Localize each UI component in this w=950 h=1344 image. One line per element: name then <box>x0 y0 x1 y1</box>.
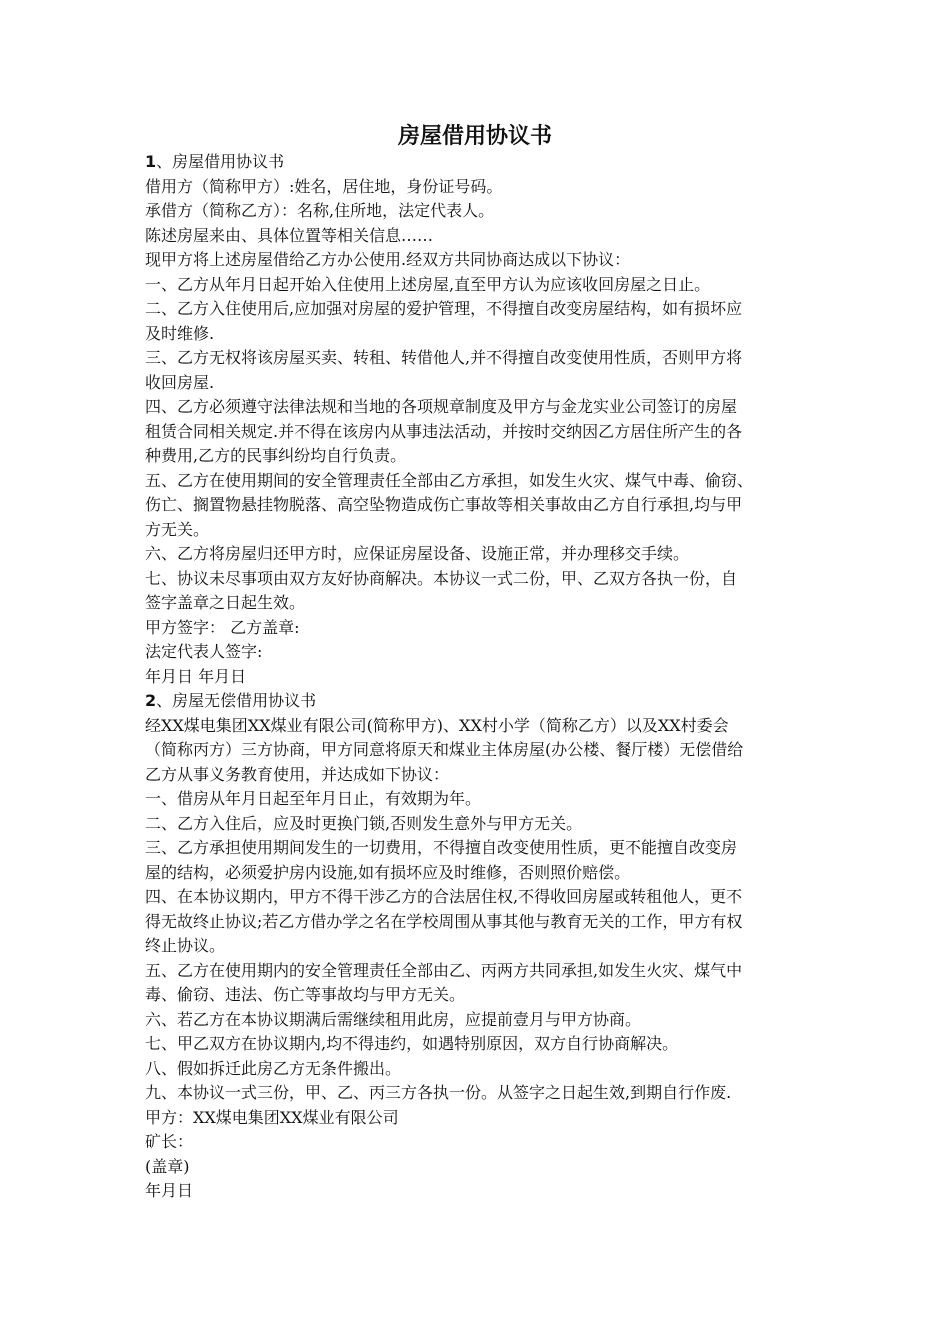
section-number: 2 <box>145 691 157 710</box>
text-line: 毒、偷窃、违法、伤亡等事故均与甲方无关。 <box>145 985 466 1004</box>
text-line: 收回房屋. <box>145 372 215 392</box>
text-line: （简称丙方）三方协商，甲方同意将原天和煤业主体房屋(办公楼、餐厅楼）无偿借给 <box>145 740 744 759</box>
text-line: 签字盖章之日起生效。 <box>145 593 306 612</box>
text-line: 甲方：XX煤电集团XX煤业有限公司 <box>145 1107 399 1127</box>
text-line: 五、乙方在使用期内的安全管理责任全部由乙、丙两方共同承担,如发生火灾、煤气中 <box>145 960 743 980</box>
text-line: 种费用,乙方的民事纠纷均自行负责。 <box>145 446 407 465</box>
section-number: 1 <box>145 152 157 171</box>
text-line: 屋的结构，必须爱护房内设施,如有损坏应及时维修，否则照价赔偿。 <box>145 862 631 882</box>
text-line: 三、乙方承担使用期间发生的一切费用，不得擅自改变使用性质，更不能擅自改变房 <box>145 838 738 857</box>
text-line: 三、乙方无权将该房屋买卖、转租、转借他人,并不得擅自改变使用性质，否则甲方将 <box>145 348 743 367</box>
section-heading: 1、房屋借用协议书 <box>145 152 285 171</box>
text-line: 一、乙方从年月日起开始入住使用上述房屋,直至甲方认为应该收回房屋之日止。 <box>145 274 711 294</box>
text-line: 八、假如拆迁此房乙方无条件搬出。 <box>145 1058 402 1078</box>
text-line: 承借方（简称乙方）：名称,住所地，法定代表人。 <box>145 201 495 220</box>
text-line: 二、乙方入住后，应及时更换门锁,否则发生意外与甲方无关。 <box>145 813 583 833</box>
text-line: 方无关。 <box>145 519 210 539</box>
text-line: 终止协议。 <box>145 936 226 955</box>
text-line: 现甲方将上述房屋借给乙方办公使用.经双方共同协商达成以下协议： <box>145 250 631 269</box>
document-title: 房屋借用协议书 <box>397 124 552 149</box>
document-body <box>145 150 813 1204</box>
text-line: 六、若乙方在本协议期满后需继续租用此房，应提前壹月与甲方协商。 <box>145 1009 642 1029</box>
text-line: 乙方从事义务教育使用，并达成如下协议： <box>145 764 450 784</box>
text-line: 七、协议未尽事项由双方友好协商解决。本协议一式二份，甲、乙双方各执一份，自 <box>145 568 738 588</box>
text-line: 矿长： <box>145 1132 194 1151</box>
text-line: 伤亡、搁置物悬挂物脱落、高空坠物造成伤亡事故等相关事故由乙方自行承担,均与甲 <box>145 495 743 514</box>
text-line: 年月日 <box>145 1181 194 1200</box>
text-line: 借用方（简称甲方）:姓名，居住地，身份证号码。 <box>145 176 503 196</box>
text-line: 四、在本协议期内，甲方不得干涉乙方的合法居住权,不得收回房屋或转租他人，更不 <box>145 887 743 906</box>
text-line: 经XX煤电集团XX煤业有限公司(简称甲方)、XX村小学（简称乙方）以及XX村委会 <box>145 715 729 735</box>
text-line: 法定代表人签字: <box>145 642 263 661</box>
text-line: 四、乙方必须遵守法律法规和当地的各项规章制度及甲方与金龙实业公司签订的房屋 <box>145 397 738 416</box>
text-line: 得无故终止协议;若乙方借办学之名在学校周围从事其他与教育无关的工作，甲方有权 <box>145 911 743 931</box>
text-line: 及时维修. <box>145 323 215 343</box>
text-line: 五、乙方在使用期间的安全管理责任全部由乙方承担，如发生火灾、煤气中毒、偷窃、 <box>145 470 754 490</box>
text-line: 二、乙方入住使用后,应加强对房屋的爱护管理，不得擅自改变房屋结构，如有损坏应 <box>145 299 743 318</box>
text-line: 甲方签字： 乙方盖章: <box>145 617 300 637</box>
text-line: (盖章) <box>145 1156 190 1176</box>
section-heading: 2、房屋无偿借用协议书 <box>145 691 317 710</box>
text-line: 陈述房屋来由、具体位置等相关信息…… <box>145 225 434 245</box>
text-line: 七、甲乙双方在协议期内,均不得违约，如遇特别原因，双方自行协商解决。 <box>145 1034 679 1053</box>
text-line: 年月日 年月日 <box>145 666 247 686</box>
text-line: 一、借房从年月日起至年月日止，有效期为年。 <box>145 789 482 808</box>
text-line: 租赁合同相关规定.并不得在该房内从事违法活动，并按时交纳因乙方居住所产生的各 <box>145 421 743 441</box>
text-line: 九、本协议一式三份，甲、乙、丙三方各执一份。从签字之日起生效,到期自行作废. <box>145 1083 732 1102</box>
text-line: 六、乙方将房屋归还甲方时，应保证房屋设备、设施正常，并办理移交手续。 <box>145 544 690 563</box>
